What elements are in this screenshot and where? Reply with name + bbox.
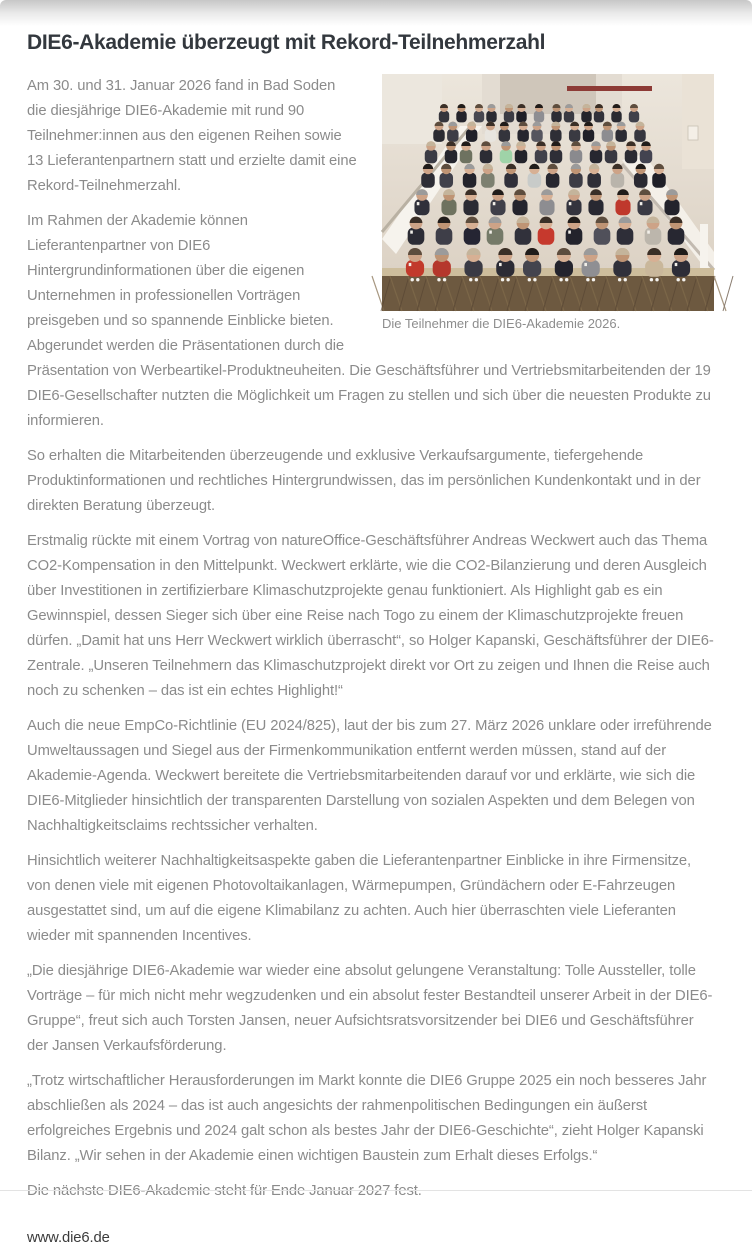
article-body — [0, 74, 752, 1251]
article-photo — [382, 74, 714, 332]
group-photo — [382, 74, 714, 311]
page-top-gradient — [0, 0, 752, 26]
bottom-divider — [0, 1190, 752, 1191]
paragraph-intro: Am 30. und 31. Januar 2026 fand in Bad Soden die diesjährige DIE6-Akademie mit rund 90 Teilnehmer:innen aus den eigenen Reihen sowie 13 Lieferantenpartnern statt und erzielte damit eine Rekord-Teilnehmerzahl. — [27, 78, 357, 194]
paragraph-zitat-kapanski: „Trotz wirtschaftlicher Herausforderungen im Markt konnte die DIE6 Gruppe 2025 ein noch besseres Jahr abschließen als 2024 – das ist auch angesichts der rahmenpolitischen Bedingungen ein äußerst erfolgreiches Ergebnis und 2024 galt schon als bestes Jahr der DIE6-Geschichte“, zieht Holger Kapanski Bilanz. „Wir sehen in der Akademie einen wichtigen Baustein zum Erhalt dieses Erfolgs.“ — [27, 1073, 707, 1164]
article-title: DIE6-Akademie überzeugt mit Rekord-Teilnehmerzahl — [27, 31, 546, 54]
paragraph-naechste-akademie: Die nächste DIE6-Akademie steht für Ende Januar 2027 fest. — [27, 1183, 422, 1199]
paragraph-verkaufsargumente: So erhalten die Mitarbeitenden überzeugende und exklusive Verkaufsargumente, tiefergehende Produktinformationen und rechtliches Hintergrundwissen, das im persönlichen Kundenkontakt und in der direkten Beratung überzeugt. — [27, 448, 701, 514]
paragraph-empco-richtlinie: Auch die neue EmpCo-Richtlinie (EU 2024/825), laut der bis zum 27. März 2026 unklare oder irreführende Umweltaussagen und Siegel aus der Firmenkommunikation entfernt werden müssen, stand auf der Akademie-Agenda. Weckwert bereitete die Vertriebsmitarbeitenden darauf vor und erklärte, wie sich die DIE6-Mitglieder hinsichtlich der transparenten Darstellung von sozialen Aspekten und dem Belegen von Nachhaltigkeitsclaims rechtssicher verhalten. — [27, 718, 712, 834]
paragraph-akademie-rahmen: Im Rahmen der Akademie können Lieferantenpartner von DIE6 Hintergrundinformationen über die eigenen Unternehmen in professionellen Vorträgen preisgeben und so spannende Einblicke bieten. Abgerundet werden die Präsentationen durch die Präsentation von Werbeartikel-Produktneuheiten. Die Geschäftsführer und Vertriebsmitarbeitenden der 19 DIE6-Gesellschafter nutzten die Möglichkeit um Fragen zu stellen und sich über die neuesten Produkte zu informieren. — [27, 213, 711, 429]
paragraph-nachhaltigkeit: Hinsichtlich weiterer Nachhaltigkeitsaspekte gaben die Lieferantenpartner Einblicke in ihre Firmensitze, von denen viele mit eigenen Photovoltaikanlagen, Wärmepumpen, Gründächern oder E-Fahrzeugen ausgestattet sind, um auf die eigene Klimabilanz zu achten. Auch hier überraschten viele Lieferanten wieder mit spannenden Incentives. — [27, 853, 692, 944]
paragraph-zitat-jansen: „Die diesjährige DIE6-Akademie war wieder eine absolut gelungene Veranstaltung: Tolle Aussteller, tolle Vorträge – für mich nicht mehr wegzudenken und ein absolut fester Bestandteil unserer Arbeit in der DIE6-Gruppe“, freut sich auch Torsten Jansen, neuer Aufsichtsratsvorsitzender bei DIE6 und Geschäftsführer der Jansen Verkaufsförderung. — [27, 963, 713, 1054]
paragraph-co2-kompensation: Erstmalig rückte mit einem Vortrag von natureOffice-Geschäftsführer Andreas Weckwert auch das Thema CO2-Kompensation in den Mittelpunkt. Weckwert erklärte, wie die CO2-Bilanzierung und deren Ausgleich über Investitionen in zertifizierbare Klimaschutzprojekte genau funktioniert. Als Highlight gab es ein Gewinnspiel, dessen Sieger sich über eine Reise nach Togo zu einem der Klimaschutzprojekte freuen dürfen. „Damit hat uns Herr Weckwert wirklich überrascht“, so Holger Kapanski, Geschäftsführer der DIE6-Zentrale. „Unseren Teilnehmern das Klimaschutzprojekt direkt vor Ort zu zeigen und Ihnen die Reise auch noch zu schenken – das ist ein echtes Highlight!“ — [27, 533, 714, 699]
photo-caption: Die Teilnehmer die DIE6-Akademie 2026. — [382, 316, 621, 331]
website-link[interactable]: www.die6.de — [27, 1230, 110, 1246]
